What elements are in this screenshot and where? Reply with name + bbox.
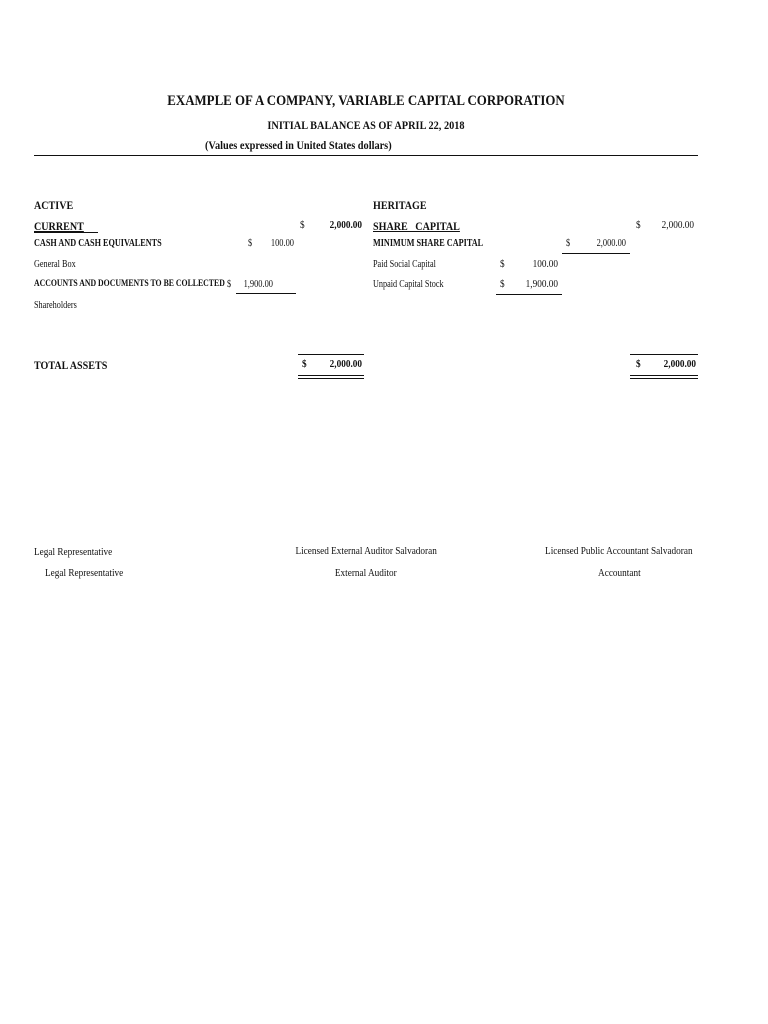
paid-currency: $ xyxy=(500,258,505,270)
paid-value: 100.00 xyxy=(532,258,558,270)
total-assets-topline xyxy=(298,354,364,355)
minimum-value: 2,000.00 xyxy=(596,238,626,249)
accounts-underline xyxy=(236,293,296,294)
total-assets-value: 2,000.00 xyxy=(329,358,362,370)
current-label: CURRENT xyxy=(34,219,84,233)
total-heritage-currency: $ xyxy=(636,358,641,370)
total-heritage-underline-2 xyxy=(630,378,698,379)
accounts-currency: $ xyxy=(227,279,232,290)
cash-label: CASH AND CASH EQUIVALENTS xyxy=(34,238,162,249)
total-heritage-topline xyxy=(630,354,698,355)
report-title: INITIAL BALANCE AS OF APRIL 22, 2018 xyxy=(267,118,465,132)
total-assets-label: TOTAL ASSETS xyxy=(34,358,108,372)
current-underline xyxy=(34,232,98,233)
unpaid-currency: $ xyxy=(500,278,505,290)
total-assets-underline-1 xyxy=(298,375,364,376)
general-box-label: General Box xyxy=(34,259,76,270)
heritage-section-title: HERITAGE xyxy=(373,198,427,212)
total-heritage-underline-1 xyxy=(630,375,698,376)
unpaid-value: 1,900.00 xyxy=(525,278,558,290)
current-currency: $ xyxy=(300,219,305,231)
accountant-line2: Accountant xyxy=(597,567,641,579)
minimum-currency: $ xyxy=(566,238,571,249)
minimum-share-label: MINIMUM SHARE CAPITAL xyxy=(373,238,484,249)
accounts-value: 1,900.00 xyxy=(243,279,273,290)
current-total: 2,000.00 xyxy=(329,219,362,231)
assets-section-title: ACTIVE xyxy=(34,198,74,212)
cash-value: 100.00 xyxy=(270,238,294,249)
auditor-line2: External Auditor xyxy=(335,567,397,579)
total-assets-currency: $ xyxy=(302,358,307,370)
legal-representative-line1: Legal Representative xyxy=(34,546,113,558)
accounts-label: ACCOUNTS AND DOCUMENTS TO BE COLLECTED xyxy=(34,279,225,289)
share-capital-currency: $ xyxy=(636,219,641,231)
auditor-line1: Licensed External Auditor Salvadoran xyxy=(295,545,437,557)
shareholders-label: Shareholders xyxy=(34,300,77,311)
accountant-line1: Licensed Public Accountant Salvadoran xyxy=(545,545,693,557)
legal-representative-line2: Legal Representative xyxy=(45,567,124,579)
share-capital-total: 2,000.00 xyxy=(661,219,694,231)
cash-currency: $ xyxy=(248,238,253,249)
company-title: EXAMPLE OF A COMPANY, VARIABLE CAPITAL CORPORATION xyxy=(167,93,565,109)
header-divider xyxy=(34,155,698,156)
total-assets-underline-2 xyxy=(298,378,364,379)
unpaid-underline xyxy=(496,294,562,295)
share-capital-label: SHARE CAPITAL xyxy=(373,219,460,233)
unpaid-capital-label: Unpaid Capital Stock xyxy=(373,279,444,290)
minimum-underline xyxy=(562,253,630,254)
total-heritage-value: 2,000.00 xyxy=(663,358,696,370)
paid-capital-label: Paid Social Capital xyxy=(373,259,436,270)
report-note: (Values expressed in United States dollars) xyxy=(205,138,392,152)
